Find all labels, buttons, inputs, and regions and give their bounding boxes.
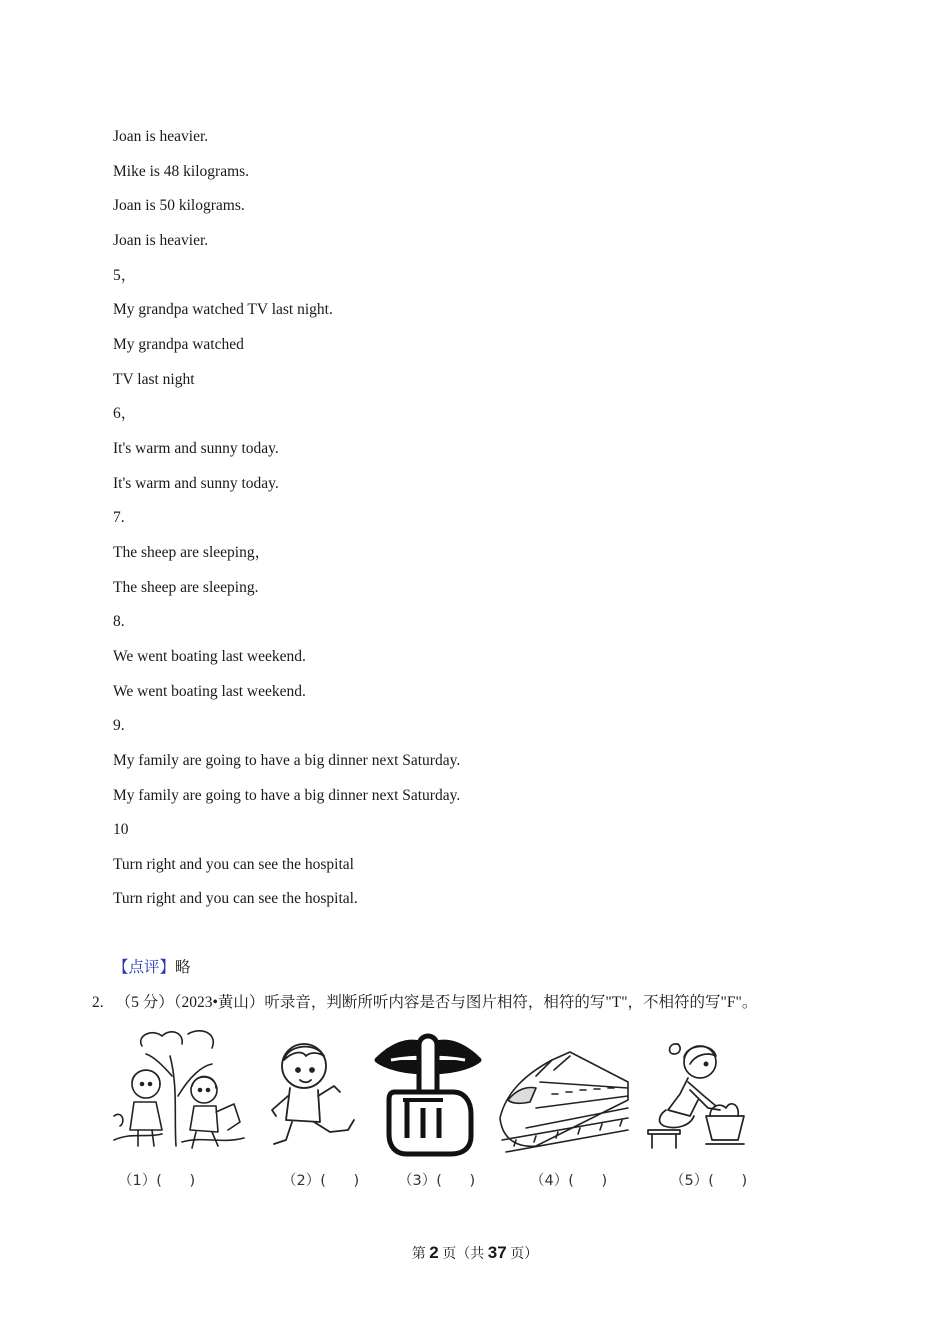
review-text: 略 <box>175 959 191 976</box>
text-line: TV last night <box>113 371 195 388</box>
text-line: The sheep are sleeping. <box>113 579 259 596</box>
text-line: We went boating last weekend. <box>113 683 306 700</box>
text-line: The sheep are sleeping， <box>113 544 271 561</box>
page-number: 2 <box>429 1243 439 1262</box>
question-text: （5 分）（2023•黄山）听录音，判断所听内容是否与图片相符，相符的写"T"，不相符的写"F"。 <box>115 994 758 1011</box>
review-tag: 【点评】 <box>113 959 176 976</box>
text-line: My family are going to have a big dinner next Saturday. <box>113 752 461 769</box>
high-speed-train-icon <box>496 1048 630 1158</box>
text-line: Mike is 48 kilograms. <box>113 163 250 180</box>
item-number: 8. <box>113 613 125 630</box>
footer-prefix: 第 <box>411 1247 430 1262</box>
item-number: 7. <box>113 509 125 526</box>
picture-caption-3: （3）( ) <box>398 1173 476 1189</box>
text-line: Turn right and you can see the hospital <box>113 856 354 873</box>
text-line: We went boating last weekend. <box>113 648 306 665</box>
picture-caption-1: （1）( ) <box>118 1173 196 1189</box>
footer-middle: 页（共 <box>438 1247 488 1262</box>
running-boy-icon <box>266 1040 360 1154</box>
question-2 <box>92 993 757 1013</box>
text-line: My family are going to have a big dinner next Saturday. <box>113 787 461 804</box>
footer-suffix: 页） <box>506 1247 539 1262</box>
text-line: My grandpa watched <box>113 336 244 353</box>
girl-washing-clothes-icon <box>640 1040 748 1158</box>
item-number: 5， <box>113 267 137 284</box>
quiet-please-icon <box>373 1030 483 1158</box>
text-line: It's warm and sunny today. <box>113 440 279 457</box>
review-note <box>113 958 191 978</box>
question-number: 2. <box>92 994 104 1011</box>
total-pages: 37 <box>487 1243 507 1262</box>
text-line: It's warm and sunny today. <box>113 475 279 492</box>
item-number: 6， <box>113 405 137 422</box>
picture-caption-4: （4）( ) <box>530 1173 608 1189</box>
text-line: Joan is 50 kilograms. <box>113 197 245 214</box>
item-number: 10 <box>113 821 129 838</box>
text-line: Turn right and you can see the hospital. <box>113 890 358 907</box>
text-line: My grandpa watched TV last night. <box>113 301 333 318</box>
text-line: Joan is heavier. <box>113 232 209 249</box>
text-line: Joan is heavier. <box>113 128 209 145</box>
page-footer <box>0 1242 950 1266</box>
children-planting-tree-icon <box>112 1026 246 1154</box>
item-number: 9. <box>113 717 125 734</box>
picture-caption-5: （5）( ) <box>670 1173 748 1189</box>
picture-caption-2: （2）( ) <box>282 1173 360 1189</box>
